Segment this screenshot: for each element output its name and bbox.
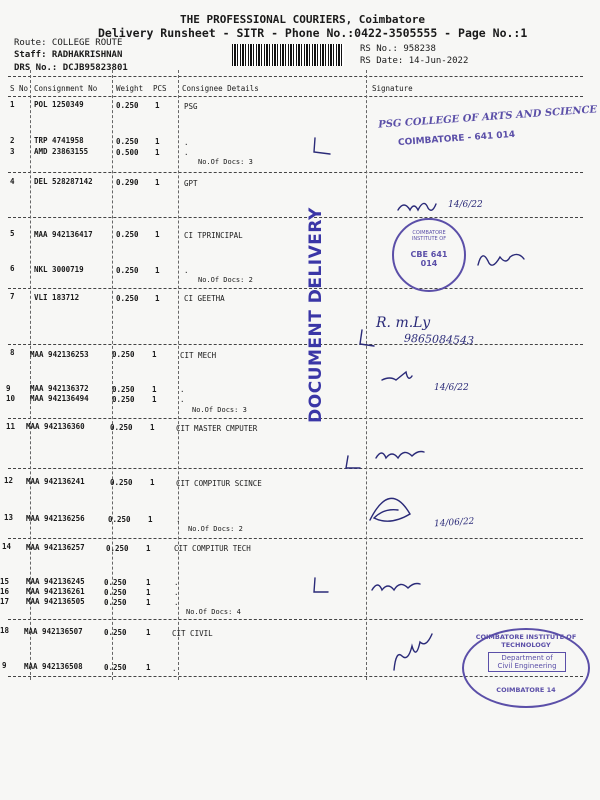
row-weight: 0.250 bbox=[116, 266, 139, 275]
row-consignee: CI TPRINCIPAL bbox=[184, 231, 243, 240]
row-sno: 14 bbox=[2, 542, 12, 551]
row-weight: 0.250 bbox=[112, 350, 135, 359]
row-pcs: 1 bbox=[152, 385, 157, 394]
row-sno: 17 bbox=[0, 597, 10, 606]
col-header-consignee: Consignee Details bbox=[182, 84, 259, 93]
rs-number: RS No.: 958238 bbox=[360, 44, 436, 54]
row-consignment: POL 1250349 bbox=[34, 100, 84, 109]
row-weight: 0.250 bbox=[106, 544, 129, 553]
row-consignee-dot: . bbox=[172, 664, 177, 673]
row-weight: 0.250 bbox=[108, 515, 131, 524]
docs-count: No.Of Docs: 3 bbox=[192, 406, 247, 414]
handwriting-layer bbox=[300, 130, 600, 690]
row-weight: 0.250 bbox=[112, 395, 135, 404]
row-pcs: 1 bbox=[150, 423, 155, 432]
row-consignee-dot: . bbox=[174, 588, 179, 597]
row-consignee: CI GEETHA bbox=[184, 294, 225, 303]
drs-label: DRS No.: DCJB95823801 bbox=[14, 63, 128, 73]
row-weight: 0.250 bbox=[104, 588, 127, 597]
row-consignment: TRP 4741958 bbox=[34, 136, 84, 145]
row-pcs: 1 bbox=[150, 478, 155, 487]
company-title: THE PROFESSIONAL COURIERS, Coimbatore bbox=[180, 13, 426, 26]
docs-count: No.Of Docs: 2 bbox=[188, 525, 243, 533]
row-sno: 16 bbox=[0, 587, 10, 596]
row-pcs: 1 bbox=[155, 178, 160, 187]
row-sno: 5 bbox=[10, 229, 15, 238]
row-consignment: VLI 183712 bbox=[34, 293, 80, 302]
row-weight: 0.250 bbox=[116, 137, 139, 146]
row-consignee: CIT COMPITUR TECH bbox=[174, 544, 251, 553]
cit-stamp-top: COIMBATORE INSTITUTE OF bbox=[411, 230, 447, 242]
col-header-sno: S No bbox=[10, 84, 29, 93]
row-sno: 8 bbox=[10, 348, 15, 357]
row-consignment: NKL 3000719 bbox=[34, 265, 84, 274]
handwritten-phone: 9865084543 bbox=[403, 331, 475, 348]
row-consignment: MAA 942136245 bbox=[26, 577, 85, 586]
row-pcs: 1 bbox=[155, 101, 160, 110]
row-pcs: 1 bbox=[155, 294, 160, 303]
row-consignee-dot: . bbox=[176, 515, 181, 524]
row-consignee-dot: . bbox=[174, 598, 179, 607]
row-sno: 10 bbox=[6, 394, 16, 403]
psg-city-stamp: COIMBATORE - 641 014 bbox=[397, 129, 516, 149]
handwritten-name: R. m.Ly bbox=[376, 315, 431, 331]
document-delivery-stamp: DOCUMENT DELIVERY bbox=[305, 207, 326, 423]
row-consignment: DEL 528287142 bbox=[34, 177, 93, 186]
row-weight: 0.250 bbox=[116, 101, 139, 110]
rs-date: RS Date: 14-Jun-2022 bbox=[360, 56, 469, 66]
row-consignment: MAA 942136256 bbox=[26, 514, 85, 523]
row-pcs: 1 bbox=[146, 628, 151, 637]
row-consignee: PSG bbox=[184, 102, 198, 111]
row-pcs: 1 bbox=[155, 137, 160, 146]
row-pcs: 1 bbox=[146, 663, 151, 672]
runsheet-subtitle: Delivery Runsheet - SITR - Phone No.:0422-3505555 - Page No.:1 bbox=[98, 26, 528, 40]
row-pcs: 1 bbox=[146, 588, 151, 597]
row-sno: 6 bbox=[10, 264, 15, 273]
row-consignment: MAA 942136494 bbox=[30, 394, 89, 403]
row-pcs: 1 bbox=[155, 148, 160, 157]
row-weight: 0.250 bbox=[116, 294, 139, 303]
row-pcs: 1 bbox=[148, 515, 153, 524]
col-header-consignment: Consignment No bbox=[34, 84, 98, 93]
col-header-pcs: PCS bbox=[153, 84, 167, 93]
row-consignee-dot: . bbox=[174, 578, 179, 587]
row-pcs: 1 bbox=[152, 395, 157, 404]
row-weight: 0.250 bbox=[104, 663, 127, 672]
row-consignment: MAA 942136253 bbox=[30, 350, 89, 359]
row-sno: 11 bbox=[6, 422, 16, 431]
route-label: Route: COLLEGE ROUTE bbox=[14, 38, 123, 48]
header-rule-top bbox=[8, 76, 583, 77]
row-consignee-dot: . bbox=[184, 266, 189, 275]
row-sno: 18 bbox=[0, 626, 10, 635]
row-sno: 3 bbox=[10, 147, 15, 156]
barcode bbox=[232, 44, 344, 66]
docs-count: No.Of Docs: 4 bbox=[186, 608, 241, 616]
header-rule-bottom bbox=[8, 96, 583, 97]
row-sno: 7 bbox=[10, 292, 15, 301]
handwritten-date: 14/06/22 bbox=[433, 516, 475, 530]
row-weight: 0.250 bbox=[110, 423, 133, 432]
row-weight: 0.250 bbox=[112, 385, 135, 394]
row-weight: 0.500 bbox=[116, 148, 139, 157]
row-pcs: 1 bbox=[146, 544, 151, 553]
row-consignment: MAA 942136372 bbox=[30, 384, 89, 393]
row-sno: 9 bbox=[6, 384, 11, 393]
row-sno: 9 bbox=[2, 661, 7, 670]
civil-stamp-dept: Department of bbox=[501, 654, 553, 662]
row-consignee: CIT CIVIL bbox=[172, 629, 213, 638]
row-sno: 13 bbox=[4, 513, 14, 522]
row-consignment: MAA 942136508 bbox=[24, 662, 83, 671]
docs-count: No.Of Docs: 2 bbox=[198, 276, 253, 284]
civil-stamp-bottom: COIMBATORE 14 bbox=[496, 686, 556, 694]
row-pcs: 1 bbox=[146, 598, 151, 607]
row-weight: 0.250 bbox=[116, 230, 139, 239]
row-consignment: MAA 942136261 bbox=[26, 587, 85, 596]
civil-stamp-outer: COIMBATORE INSTITUTE OF TECHNOLOGY bbox=[475, 633, 577, 649]
col-header-weight: Weight bbox=[116, 84, 144, 93]
row-consignment: MAA 942136507 bbox=[24, 627, 83, 636]
row-weight: 0.250 bbox=[104, 598, 127, 607]
row-sno: 2 bbox=[10, 136, 15, 145]
row-consignment: AMD 23863155 bbox=[34, 147, 89, 156]
row-sno: 1 bbox=[10, 100, 15, 109]
row-sno: 15 bbox=[0, 577, 10, 586]
row-consignee: CIT COMPITUR SCINCE bbox=[176, 479, 262, 488]
row-consignee-dot: . bbox=[184, 148, 189, 157]
row-weight: 0.250 bbox=[110, 478, 133, 487]
row-pcs: 1 bbox=[152, 350, 157, 359]
row-consignment: MAA 942136417 bbox=[34, 230, 93, 239]
row-pcs: 1 bbox=[155, 266, 160, 275]
handwritten-date: 14/6/22 bbox=[434, 383, 469, 393]
row-consignment: MAA 942136505 bbox=[26, 597, 85, 606]
row-pcs: 1 bbox=[155, 230, 160, 239]
row-pcs: 1 bbox=[146, 578, 151, 587]
civil-stamp-dept2: Civil Engineering bbox=[497, 662, 557, 670]
row-consignee-dot: . bbox=[180, 395, 185, 404]
handwritten-date: 14/6/22 bbox=[448, 200, 483, 210]
row-consignment: MAA 942136257 bbox=[26, 543, 85, 552]
row-weight: 0.290 bbox=[116, 178, 139, 187]
col-header-signature: Signature bbox=[372, 84, 413, 93]
row-consignee-dot: . bbox=[184, 138, 189, 147]
row-consignment: MAA 942136360 bbox=[26, 422, 85, 431]
psg-college-stamp: PSG COLLEGE OF ARTS AND SCIENCE bbox=[377, 104, 598, 131]
staff-label: Staff: RADHAKRISHNAN bbox=[14, 50, 123, 60]
cit-stamp-code: CBE 641 014 bbox=[410, 250, 448, 268]
docs-count: No.Of Docs: 3 bbox=[198, 158, 253, 166]
row-weight: 0.250 bbox=[104, 628, 127, 637]
row-sno: 4 bbox=[10, 177, 15, 186]
row-consignee: CIT MECH bbox=[180, 351, 217, 360]
row-consignee-dot: . bbox=[180, 385, 185, 394]
row-consignee: GPT bbox=[184, 179, 198, 188]
row-sno: 12 bbox=[4, 476, 14, 485]
row-consignment: MAA 942136241 bbox=[26, 477, 85, 486]
row-consignee: CIT MASTER CMPUTER bbox=[176, 424, 258, 433]
row-weight: 0.250 bbox=[104, 578, 127, 587]
